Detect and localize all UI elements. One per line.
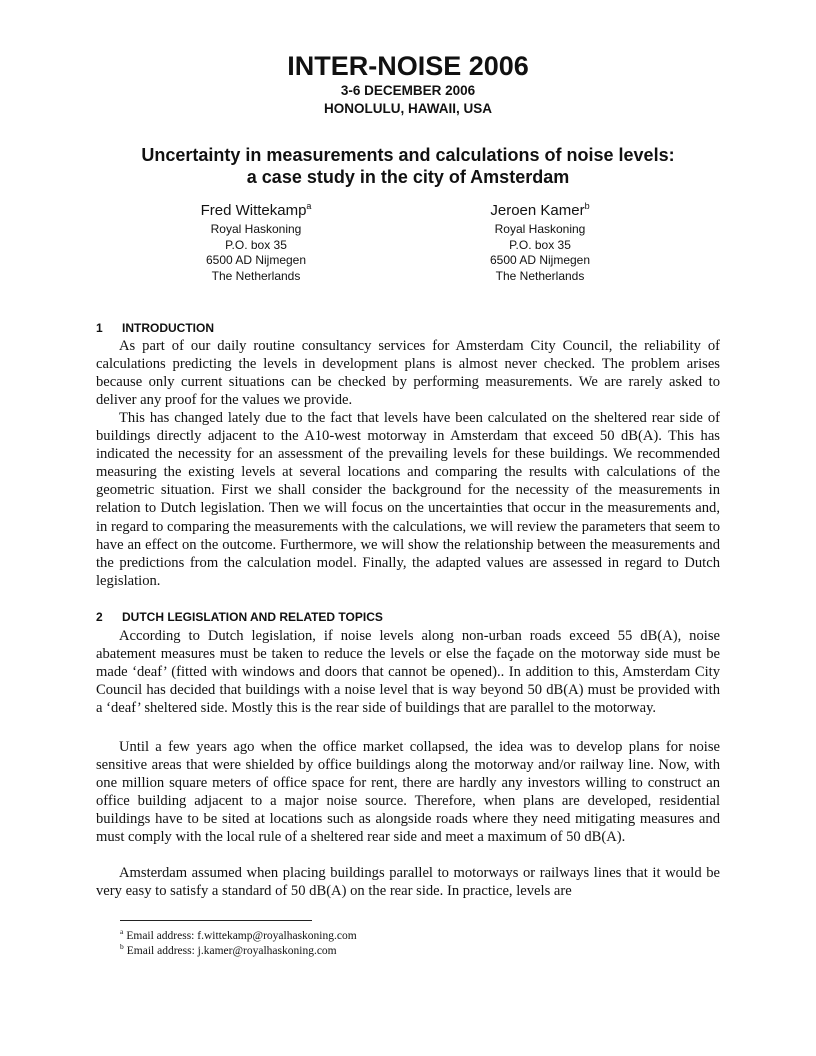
footnote-mark: b: [120, 942, 124, 952]
body-paragraph: According to Dutch legislation, if noise levels along non-urban roads exceed 55 dB(A), noise abatement measures must be taken to reduce the levels or else the façade on the motorway side must be made ‘deaf’ (fitted with windows and doors that cannot be opened).. In addition to this, Amsterdam City Council has decided that buildings with a noise level that is way beyond 50 dB(A) must be provided with a ‘deaf’ sheltered side. Mostly this is the rear side of buildings that are parallel to the motorway.: [96, 628, 720, 717]
section-heading-dutch-legislation: [96, 609, 383, 625]
body-paragraph: This has changed lately due to the fact that levels have been calculated on the sheltered rear side of buildings directly adjacent to the A10-west motorway in Amsterdam that exceed 50 dB(A). This has indicated the necessity for an assessment of the prevailing levels for these buildings. We recommended measuring the existing levels at several locations and comparing the results with calculations of the geometric situation. First we shall consider the background for the necessity of the measurements in relation to Dutch legislation. Then we will focus on the uncertainties that occur in the measurements and, in regard to comparing the measurements with the calculations, we will review the parameters that seem to have an effect on the outcome. Furthermore, we will show the relationship between the measurements and the predictions from the calculation model. Finally, the adapted values are assessed in regard to Dutch legislation.: [96, 410, 720, 589]
author-block-b: [420, 200, 660, 284]
footnote-mark: a: [120, 927, 124, 937]
author-affiliation-pobox: P.O. box 35: [225, 237, 287, 252]
author-affiliation-pobox: P.O. box 35: [509, 237, 571, 252]
author-name-a: Fred Wittekamp$^a$: [200, 201, 312, 219]
body-paragraph: As part of our daily routine consultancy services for Amsterdam City Council, the reliability of calculations predicting the levels in development plans is almost never checked. The problem arises because only current situations can be checked by performing measurements. We are rarely asked to deliver any proof for the values we provide.: [96, 338, 720, 409]
author-footnote-mark-b: b: [584, 201, 590, 211]
section-title: DUTCH LEGISLATION AND RELATED TOPICS: [122, 610, 383, 624]
author-footnote-mark-a: a: [306, 201, 312, 211]
author-affiliation-city: 6500 AD Nijmegen: [205, 253, 307, 267]
section-heading-introduction: [96, 320, 214, 336]
paper-title-line2: a case study in the city of Amsterdam: [246, 167, 570, 187]
author-block-a: [136, 200, 376, 284]
author-affiliation-city: 6500 AD Nijmegen: [489, 253, 591, 267]
author-affiliation-org: Royal Haskoning: [494, 222, 586, 236]
footnote-email-b: $^b$ Email address: j.kamer@royalhaskoning.com: [120, 942, 337, 957]
conference-location: HONOLULU, HAWAII, USA: [324, 101, 492, 116]
conference-title: INTER-NOISE 2006: [287, 51, 529, 81]
paper-title-line1: Uncertainty in measurements and calculations of noise levels:: [141, 145, 675, 165]
author-affiliation-org: Royal Haskoning: [210, 222, 302, 236]
footnote-email-a: $^a$ Email address: f.wittekamp@royalhaskoning.com: [120, 927, 357, 942]
footnote-divider: [120, 920, 312, 921]
author-name-b: Jeroen Kamer$^b$: [490, 201, 590, 219]
section-title: INTRODUCTION: [122, 321, 214, 335]
section-number: 1: [96, 321, 103, 335]
section-number: 2: [96, 610, 103, 624]
body-paragraph: Amsterdam assumed when placing buildings parallel to motorways or railways lines that it would be very easy to satisfy a standard of 50 dB(A) on the rear side. In practice, levels are: [96, 865, 720, 900]
body-paragraph: Until a few years ago when the office market collapsed, the idea was to develop plans for noise sensitive areas that were shielded by office buildings along the motorway and/or railway line. Now, with one million square meters of office space for rent, there are hardly any investors willing to construct an office building adjacent to a major noise source. Therefore, when plans are developed, residential buildings have to be sited at locations such as alongside roads where they need mitigating measures and must comply with the local rule of a sheltered rear side and meet a maximum of 50 dB(A).: [96, 739, 720, 846]
author-affiliation-country: The Netherlands: [211, 268, 301, 283]
author-affiliation-country: The Netherlands: [495, 268, 585, 283]
conference-dates: 3-6 DECEMBER 2006: [340, 83, 476, 98]
